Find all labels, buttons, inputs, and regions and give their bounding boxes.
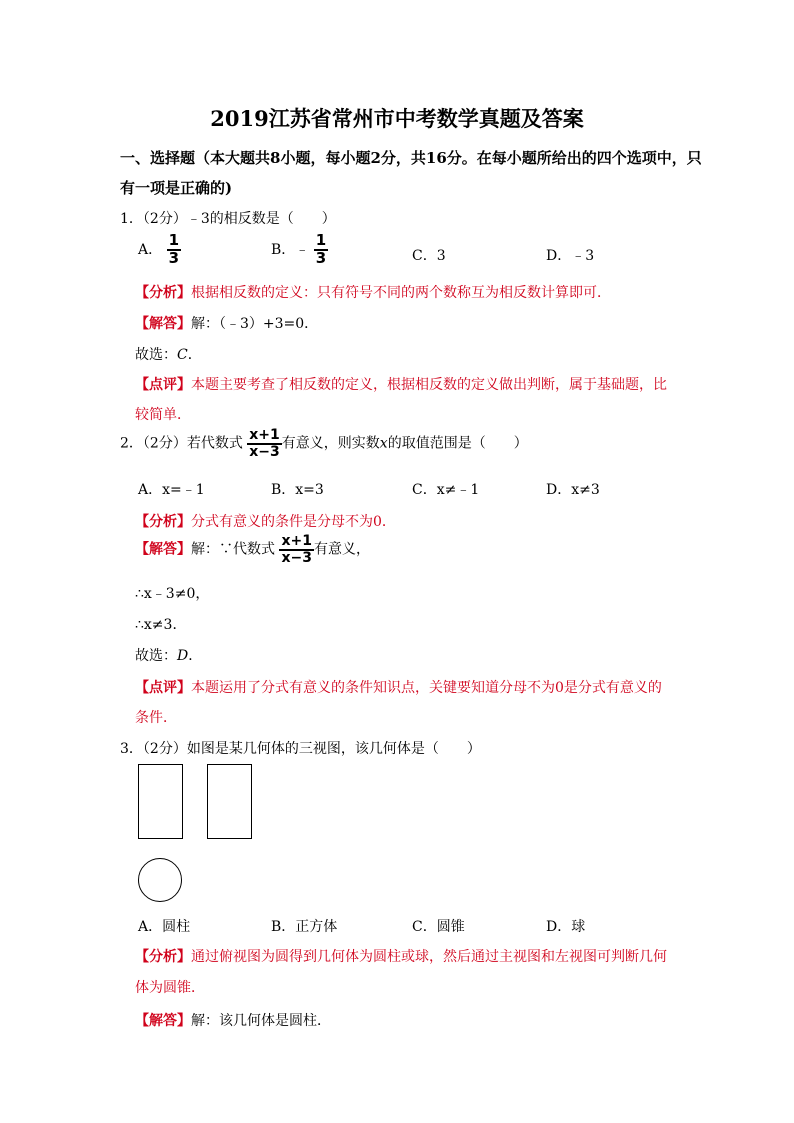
analysis-tag: 【分析】 <box>135 514 191 530</box>
q3-option-a: A．圆柱 <box>138 919 191 935</box>
q3-analysis-line2: 体为圆锥． <box>135 980 205 996</box>
q2-stem-pre: 2．（2分）若代数式 <box>120 435 243 452</box>
q2-solution <box>135 534 370 565</box>
analysis-tag: 【分析】 <box>135 285 191 301</box>
q2-comment-line2: 条件． <box>135 710 177 726</box>
q1-choice-letter: C <box>177 347 188 363</box>
q2-stem-numerator: x+1 <box>249 427 280 443</box>
q2-stem-denominator: x−3 <box>249 443 280 460</box>
page-title: 2019江苏省常州市中考数学真题及答案 <box>210 106 584 131</box>
solution-tag: 【解答】 <box>135 1013 191 1029</box>
q2-solution-denominator: x−3 <box>281 549 312 566</box>
q1-option-d: D．﹣3 <box>546 248 595 264</box>
q1-stem: 1．（2分）﹣3的相反数是（ ） <box>120 211 336 227</box>
q2-solution-numerator: x+1 <box>281 533 312 549</box>
solution-tag: 【解答】 <box>135 541 191 558</box>
q1-option-b-label: B．﹣ <box>271 241 310 258</box>
q2-option-c: C．x≠﹣1 <box>412 482 480 498</box>
q3-solution-text: 解：该几何体是圆柱． <box>191 1013 331 1029</box>
q1-analysis-text: 根据相反数的定义：只有符号不同的两个数称互为相反数计算即可． <box>191 285 611 301</box>
q1-solution-text: 解：（﹣3）+3=0． <box>191 316 319 332</box>
q2-step2: ∴x≠3． <box>135 617 187 633</box>
q1-option-b <box>271 233 328 267</box>
q2-choice-letter: D <box>177 648 189 664</box>
q1-option-b-denominator: 3 <box>315 248 327 267</box>
q2-stem-post: 的取值范围是（ ） <box>387 435 528 452</box>
q1-option-b-numerator: 1 <box>315 231 327 249</box>
q1-comment-line2: 较简单． <box>135 407 191 423</box>
q1-option-b-fraction <box>314 233 328 267</box>
q2-analysis <box>135 511 396 531</box>
q1-comment-text: 本题主要考查了相反数的定义，根据相反数的定义做出判断，属于基础题，比 <box>191 377 667 393</box>
q2-solution-post: 有意义， <box>313 541 370 558</box>
analysis-tag: 【分析】 <box>135 949 191 965</box>
q3-option-d: D．球 <box>546 919 586 935</box>
q1-solution <box>135 313 318 333</box>
q1-choice-prefix: 故选： <box>135 347 177 363</box>
q2-choice-prefix: 故选： <box>135 648 177 664</box>
q3-analysis-text: 通过俯视图为圆得到几何体为圆柱或球，然后通过主视图和左视图可判断几何 <box>191 949 667 965</box>
q3-stem: 3．（2分）如图是某几何体的三视图，该几何体是（ ） <box>120 741 481 757</box>
q2-stem-var: x <box>379 435 388 452</box>
q1-option-a-label: A． <box>138 241 163 258</box>
q1-option-a-fraction <box>167 233 181 267</box>
section-heading-line1: 一、选择题（本大题共8小题，每小题2分，共16分。在每小题所给出的四个选项中，只 <box>120 149 702 167</box>
q2-stem <box>120 428 528 459</box>
q2-solution-pre: 解：∵代数式 <box>191 541 275 558</box>
q1-option-a-numerator: 1 <box>168 231 180 249</box>
q3-front-view-rectangle <box>138 764 183 839</box>
q1-analysis <box>135 282 611 302</box>
q2-solution-fraction <box>279 534 314 565</box>
q1-option-a <box>138 233 181 267</box>
q3-option-b: B．正方体 <box>271 919 338 935</box>
q2-choice-suffix: ． <box>188 648 203 664</box>
q3-side-view-rectangle <box>207 764 252 839</box>
q1-option-c: C．3 <box>412 248 446 264</box>
q1-choice-suffix: ． <box>187 347 202 363</box>
comment-tag: 【点评】 <box>135 377 191 393</box>
q3-top-view-circle <box>138 858 182 902</box>
q2-stem-fraction <box>247 428 282 459</box>
section-heading-line2: 有一项是正确的) <box>120 179 233 197</box>
q2-analysis-text: 分式有意义的条件是分母不为0． <box>191 514 396 530</box>
q1-option-a-denominator: 3 <box>168 248 180 267</box>
q2-step1: ∴x﹣3≠0， <box>135 586 210 602</box>
solution-tag: 【解答】 <box>135 316 191 332</box>
q1-comment-line1 <box>135 374 667 394</box>
q2-choice <box>135 645 202 665</box>
q3-analysis-line1 <box>135 946 667 966</box>
q2-comment-line1 <box>135 677 662 697</box>
comment-tag: 【点评】 <box>135 680 191 696</box>
q2-option-b: B．x=3 <box>271 482 324 498</box>
q2-stem-mid: 有意义，则实数 <box>281 435 380 452</box>
q2-comment-text: 本题运用了分式有意义的条件知识点，关键要知道分母不为0是分式有意义的 <box>191 680 662 696</box>
q3-option-c: C．圆锥 <box>412 919 465 935</box>
q1-choice <box>135 344 202 364</box>
q3-solution <box>135 1010 331 1030</box>
q2-option-a: A．x=﹣1 <box>138 482 205 498</box>
q2-option-d: D．x≠3 <box>546 482 600 498</box>
